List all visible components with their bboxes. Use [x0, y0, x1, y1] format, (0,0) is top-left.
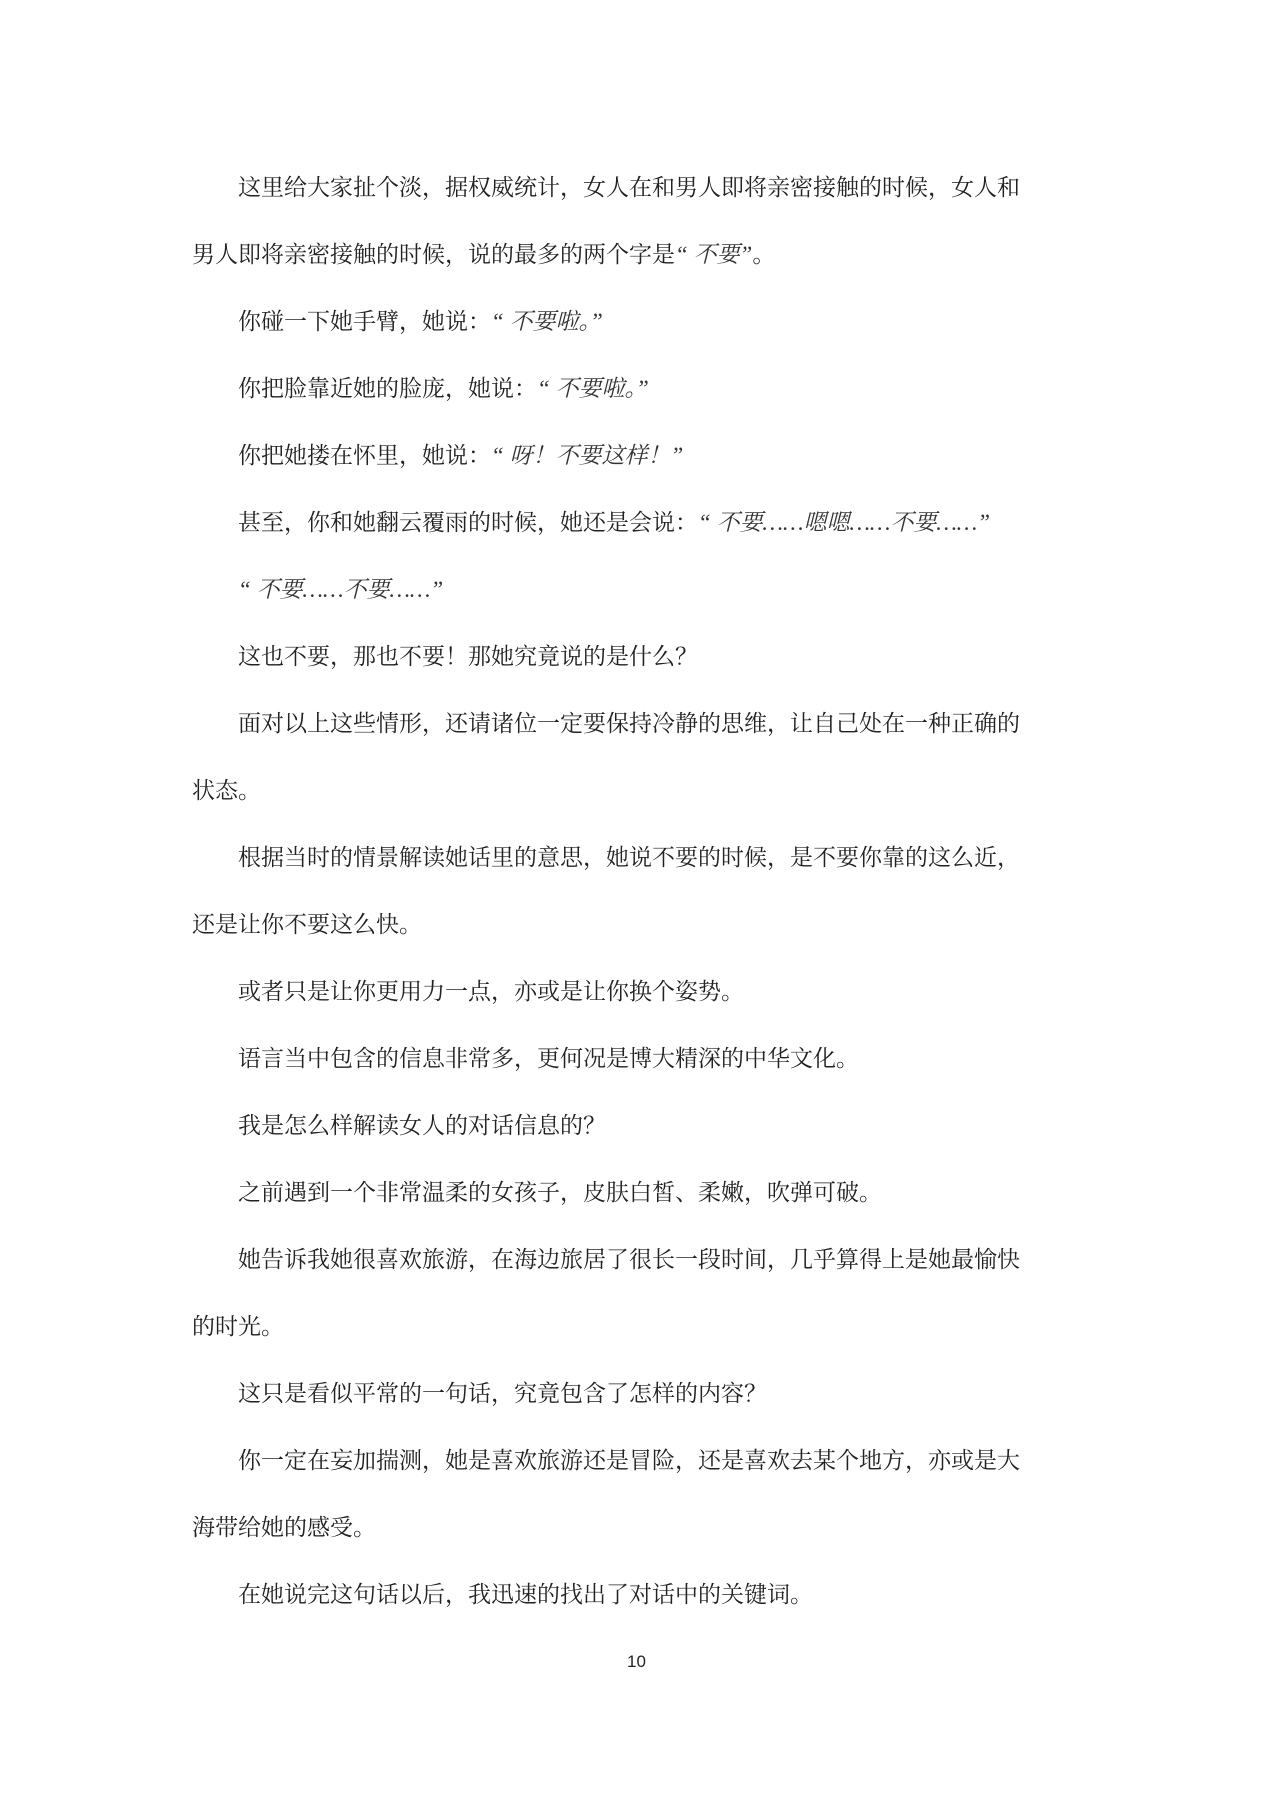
- line-text: 这也不要，那也不要！那她究竟说的是什么？: [238, 644, 698, 670]
- quoted-speech: “ 不要”: [675, 242, 753, 267]
- text-line: [238, 1110, 606, 1142]
- line-text: 根据当时的情景解读她话里的意思，她说不要的时候，是不要你靠的这么近，: [238, 845, 1020, 871]
- quoted-speech: “ 不要……嗯嗯……不要……”: [698, 510, 991, 535]
- line-text: 之前遇到一个非常温柔的女孩子，皮肤白皙、柔嫩，吹弹可破。: [238, 1180, 882, 1206]
- line-text: 你碰一下她手臂，她说：: [238, 309, 491, 335]
- line-text: 语言当中包含的信息非常多，更何况是博大精深的中华文化。: [238, 1046, 859, 1072]
- text-line: [238, 306, 603, 338]
- line-text: 男人即将亲密接触的时候，说的最多的两个字是: [192, 242, 675, 268]
- text-line: [192, 239, 775, 271]
- line-text: 的时光。: [192, 1314, 284, 1340]
- text-line: [238, 1043, 859, 1075]
- text-line: [238, 440, 683, 472]
- line-text: 你把她搂在怀里，她说：: [238, 443, 491, 469]
- text-line: [192, 775, 261, 807]
- line-text: 甚至，你和她翻云覆雨的时候，她还是会说：: [238, 510, 698, 536]
- text-line: [238, 842, 1020, 874]
- text-line: [238, 172, 1020, 204]
- line-text: 面对以上这些情形，还请诸位一定要保持冷静的思维，让自己处在一种正确的: [238, 711, 1020, 737]
- page-number: 10: [627, 1652, 646, 1671]
- quoted-speech: “ 不要啦。”: [537, 376, 649, 401]
- text-line: [192, 1311, 284, 1343]
- line-text: 或者只是让你更用力一点，亦或是让你换个姿势。: [238, 979, 744, 1005]
- line-text: 在她说完这句话以后，我迅速的找出了对话中的关键词。: [238, 1582, 813, 1608]
- line-text: 这里给大家扯个淡，据权威统计，女人在和男人即将亲密接触的时候，女人和: [238, 175, 1020, 201]
- text-line: [238, 507, 990, 539]
- text-line: [238, 708, 1020, 740]
- line-text: 还是让你不要这么快。: [192, 912, 422, 938]
- line-text: 海带给她的感受。: [192, 1515, 376, 1541]
- line-text: 你把脸靠近她的脸庞，她说：: [238, 376, 537, 402]
- quoted-speech: “ 呀！不要这样！”: [491, 443, 684, 468]
- text-line: [238, 1177, 882, 1209]
- line-text: 你一定在妄加揣测，她是喜欢旅游还是冒险，还是喜欢去某个地方，亦或是大: [238, 1448, 1020, 1474]
- text-line: [238, 1244, 1020, 1276]
- quoted-speech: “ 不要啦。”: [491, 309, 603, 334]
- text-line: [238, 1445, 1020, 1477]
- text-line: [238, 574, 443, 606]
- line-text: 这只是看似平常的一句话，究竟包含了怎样的内容？: [238, 1381, 767, 1407]
- line-text: 她告诉我她很喜欢旅游，在海边旅居了很长一段时间，几乎算得上是她最愉快: [238, 1247, 1020, 1273]
- line-text: 。: [752, 242, 776, 268]
- text-line: [238, 976, 744, 1008]
- text-line: [238, 641, 698, 673]
- text-line: [238, 1378, 767, 1410]
- quoted-speech: “ 不要……不要……”: [238, 577, 444, 602]
- text-line: [238, 373, 649, 405]
- text-line: [192, 1512, 376, 1544]
- text-line: [238, 1579, 813, 1611]
- line-text: 状态。: [192, 778, 261, 804]
- text-line: [192, 909, 422, 941]
- line-text: 我是怎么样解读女人的对话信息的？: [238, 1113, 606, 1139]
